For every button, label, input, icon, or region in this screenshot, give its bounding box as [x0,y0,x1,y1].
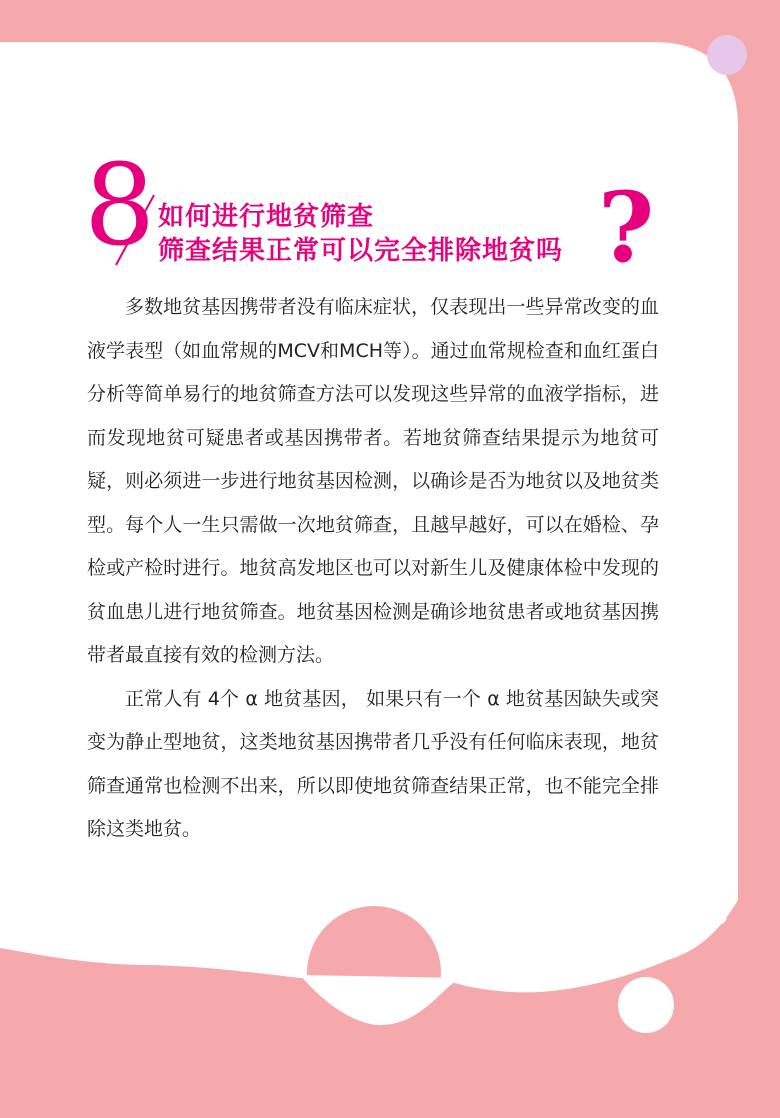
paragraph-1: 多数地贫基因携带者没有临床症状，仅表现出一些异常改变的血液学表型（如血常规的MCV和MCH等）。通过血常规检查和血红蛋白分析等简单易行的地贫筛查方法可以发现这些异常的血液学指标，进而发现地贫可疑患者或基因携带者。若地贫筛查结果提示为地贫可疑，则必须进一步进行地贫基因检测，以确诊是否为地贫以及地贫类型。每个人一生只需做一次地贫筛查，且越早越好，可以在婚检、孕检或产检时进行。地贫高发地区也可以对新生儿及健康体检中发现的贫血患儿进行地贫筛查。地贫基因检测是确诊地贫患者或地贫基因携带者最直接有效的检测方法。 [87,296,659,666]
title-line-1: 如何进行地贫筛查 [158,202,375,232]
title-line-2: 筛查结果正常可以完全排除地贫吗 [158,236,564,266]
section-number: 8 [84,141,156,271]
section-title [158,200,563,268]
white-circle-bottom-right [618,977,674,1033]
lavender-dot [707,35,747,75]
body-text [87,286,659,852]
white-dot-small [709,907,727,925]
question-mark-icon: ? [598,171,655,284]
paragraph-2: 正常人有 4个 α 地贫基因， 如果只有一个 α 地贫基因缺失或突变为静止型地贫，这类地贫基因携带者几乎没有任何临床表现，地贫筛查通常也检测不出来，所以即使地贫筛查结果正常，也不能完全排除这类地贫。 [87,687,659,840]
